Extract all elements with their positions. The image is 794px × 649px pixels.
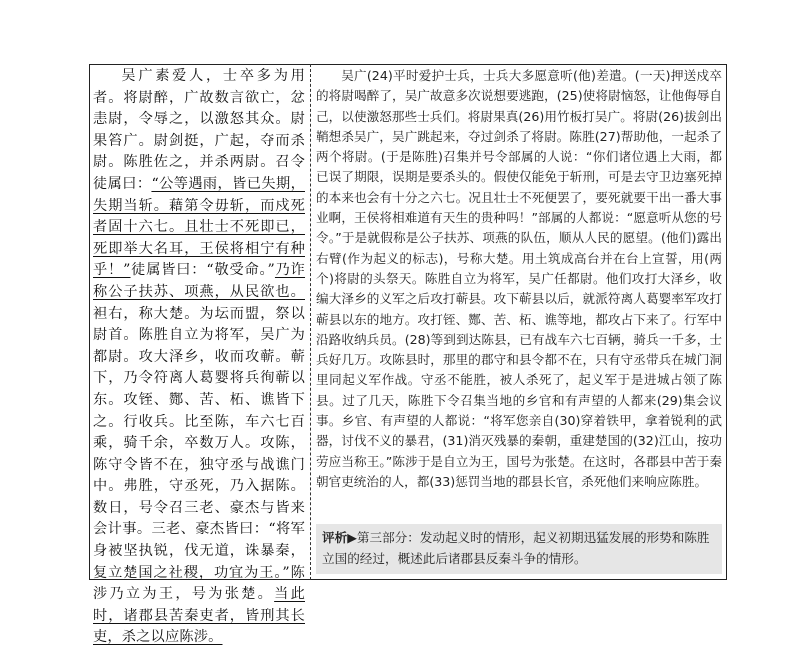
translation-column (316, 66, 722, 492)
translation-paragraph: 吴广(24)平时爱护士兵，士兵大多愿意听(他)差遣。(一天)押送戍卒的将尉喝醉了，吴广故意多次说想要逃跑，(25)使将尉恼怒，让他侮辱自己，以使激怒那些士兵们。将尉果真(26)用竹板打吴广。将尉(26)拔剑出鞘想杀吴广，吴广跳起来，夺过剑杀了将尉。陈胜(27)帮助他，一起杀了两个将尉。(于是陈胜)召集并号令部属的人说：“你们诸位遇上大雨，都已误了期限，误期是要杀头的。假使仅能免于斩刑，可是去守卫边塞死掉的本来也会有十分之六七。况且壮士不死便罢了，要死就要干出一番大事业啊，王侯将相难道有天生的贵种吗！”部属的人都说：“愿意听从您的号令。”于是就假称是公子扶苏、项燕的队伍，顺从人民的愿望。(他们)露出右臂(作为起义的标志)，号称大楚。用土筑成高台并在台上宣誓，用(两个)将尉的头祭天。陈胜自立为将军，吴广任都尉。他们攻打大泽乡，收编大泽乡的义军之后攻打蕲县。攻下蕲县以后，就派符离人葛婴率军攻打蕲县以东的地方。攻打铚、酂、苦、柘、谯等地，都攻占下来了。行军中沿路收纳兵员。(28)等到到达陈县，已有战车六七百辆，骑兵一千多，士兵好几万。攻陈县时，那里的郡守和县令都不在，只有守丞带兵在城门洞里同起义军作战。守丞不能胜，被人杀死了，起义军于是进城占领了陈县。过了几天，陈胜下令召集当地的乡官和有声望的人都来(29)集会议事。乡官、有声望的人都说：“将军您亲自(30)穿着铁甲，拿着锐利的武器，讨伐不义的暴君，(31)消灭残暴的秦朝，重建楚国的(32)江山，按功劳应当称王。”陈涉于是自立为王，国号为张楚。在这时，各郡县中苦于秦朝官吏统治的人，都(33)惩罚当地的郡县长官，杀死他们来响应陈胜。 (316, 68, 722, 489)
underlined-quote: 当此时，诸郡县苦秦吏者，皆刑其长吏，杀之以应陈涉。 (93, 586, 305, 646)
underlined-quote: “公等遇雨，皆已失期，失期当斩。藉第令毋斩，而戍死者固十六七。且壮士不死即已，死即举大名耳，王侯将相宁有种乎！” (93, 175, 305, 279)
analysis-label: 评析 (322, 530, 348, 545)
analysis-text: 第三部分：发动起义时的情形，起义初期迅猛发展的形势和陈胜立国的经过，概述此后诸郡县反秦斗争的情形。 (322, 530, 710, 566)
original-text-column (93, 66, 305, 649)
original-text-part: 袒右，称大楚。为坛而盟，祭以尉首。陈胜自立为将军，吴广为都尉。攻大泽乡，收而攻蕲。蕲下，乃令符离人葛婴将兵徇蕲以东。攻铚、酂、苦、柘、谯皆下之。行收兵。比至陈，车六七百乘，骑千余，卒数万人。攻陈，陈守令皆不在，独守丞与战谯门中。弗胜，守丞死，乃入据陈。数日，号令召三老、豪杰与皆来会计事。三老、豪杰皆曰：“将军身被坚执锐，伐无道，诛暴秦，复立楚国之社稷，功宜为王。”陈涉乃立为王，号为张楚。 (93, 305, 305, 603)
original-text-part: 吴广素爱人，士卒多为用者。将尉醉，广故数言欲亡，忿恚尉，令辱之，以激怒其众。尉果笞广。尉剑挺，广起，夺而杀尉。陈胜佐之，并杀两尉。召令徒属曰： (93, 68, 305, 192)
original-paragraph (93, 66, 305, 649)
arrow-icon: ▶ (347, 530, 357, 545)
original-text-part: 徒属皆曰：“敬受命。” (130, 262, 275, 279)
underlined-quote: 乃诈称公子扶苏、项燕，从民欲也。 (93, 262, 306, 300)
analysis-box (316, 524, 722, 574)
column-divider (310, 64, 311, 580)
